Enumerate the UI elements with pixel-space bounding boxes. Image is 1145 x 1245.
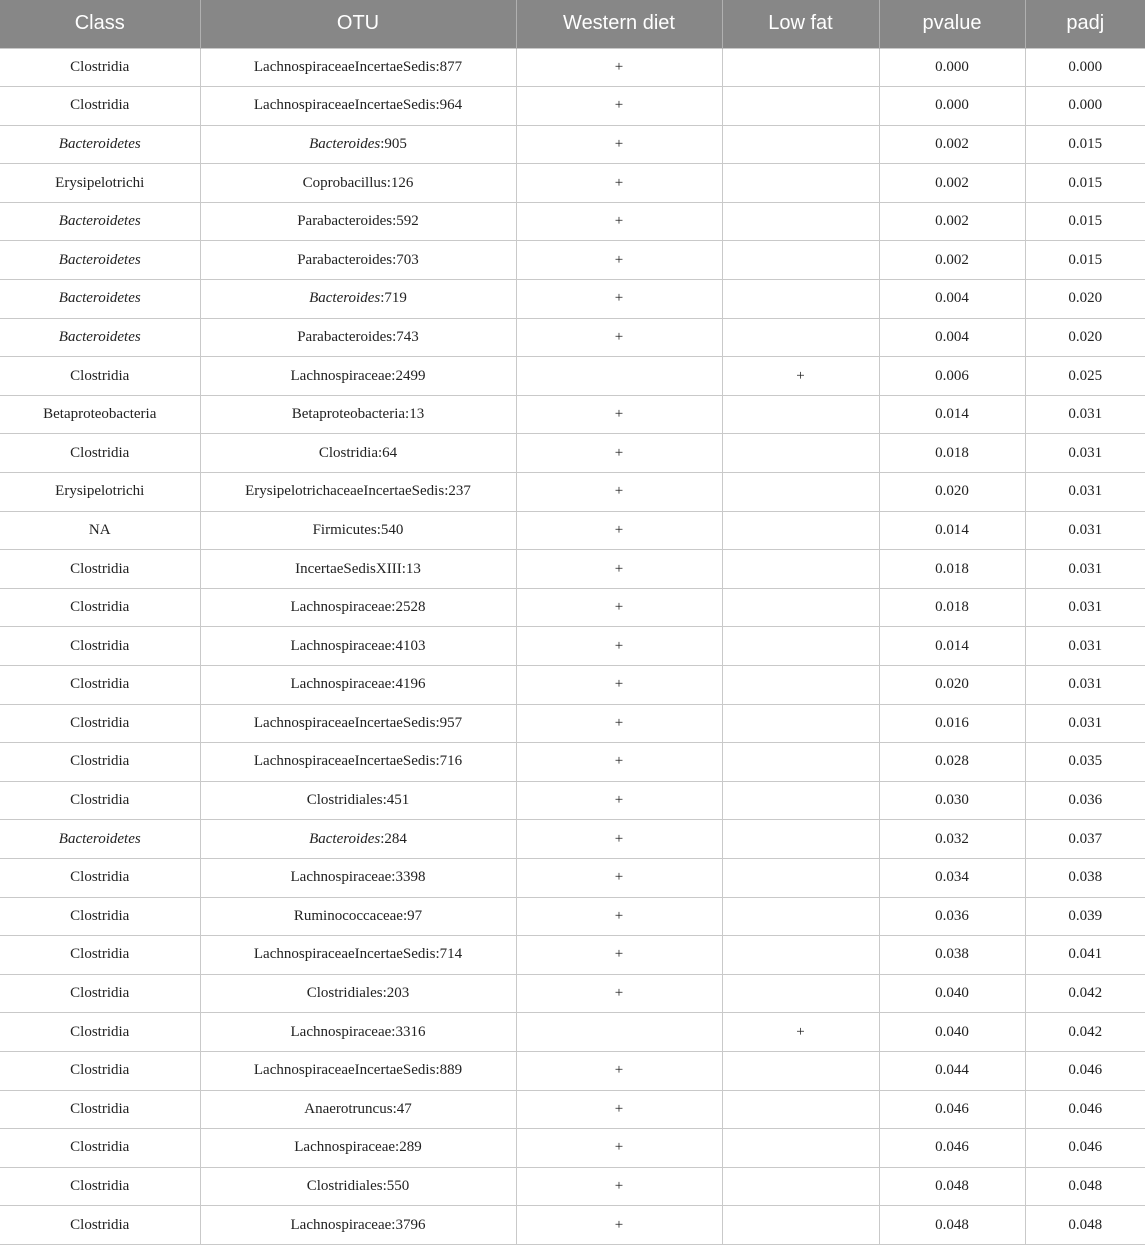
cell-class: Clostridia [0, 974, 200, 1013]
cell-class: NA [0, 511, 200, 550]
cell-otu [200, 280, 516, 319]
cell-western-diet: + [516, 1129, 722, 1168]
cell-padj: 0.042 [1025, 974, 1145, 1013]
cell-otu [200, 48, 516, 87]
otu-number: :905 [380, 135, 407, 152]
cell-low-fat [722, 164, 879, 203]
otu-number: :964 [435, 97, 463, 114]
otu-name: Bacteroides [309, 290, 381, 307]
cell-otu [200, 781, 516, 820]
column-header-western-diet: Western diet [516, 0, 722, 48]
cell-low-fat [722, 1206, 879, 1245]
column-header-low-fat: Low fat [722, 0, 879, 48]
otu-number: :3398 [391, 869, 426, 886]
table-row [0, 820, 1145, 859]
cell-otu [200, 164, 516, 203]
cell-low-fat [722, 858, 879, 897]
cell-pvalue: 0.000 [879, 87, 1025, 126]
otu-name: Parabacteroides [297, 328, 393, 345]
cell-padj: 0.031 [1025, 627, 1145, 666]
cell-otu [200, 936, 516, 975]
otu-name: Clostridiales [306, 985, 383, 1002]
cell-western-diet: + [516, 1167, 722, 1206]
otu-name: Lachnospiraceae [290, 676, 392, 693]
otu-number: :540 [376, 521, 404, 538]
cell-pvalue: 0.032 [879, 820, 1025, 859]
table-row [0, 395, 1145, 434]
cell-padj: 0.000 [1025, 87, 1145, 126]
cell-low-fat [722, 550, 879, 589]
cell-class: Clostridia [0, 1051, 200, 1090]
cell-western-diet: + [516, 473, 722, 512]
otu-name: Lachnospiraceae [290, 1023, 392, 1040]
otu-number: :13 [405, 406, 425, 423]
column-header-class: Class [74, 12, 125, 35]
cell-low-fat [722, 125, 879, 164]
cell-class: Clostridia [0, 1090, 200, 1129]
cell-western-diet: + [516, 666, 722, 705]
cell-otu [200, 434, 516, 473]
cell-otu [200, 1129, 516, 1168]
cell-western-diet: + [516, 820, 722, 859]
otu-number: :719 [380, 290, 407, 307]
cell-class: Clostridia [0, 897, 200, 936]
cell-otu [200, 87, 516, 126]
cell-padj: 0.036 [1025, 781, 1145, 820]
cell-western-diet: + [516, 241, 722, 280]
cell-padj: 0.015 [1025, 202, 1145, 241]
cell-padj: 0.015 [1025, 164, 1145, 203]
table-row [0, 936, 1145, 975]
cell-otu [200, 704, 516, 743]
otu-number: :451 [382, 792, 410, 809]
otu-number: :703 [392, 251, 419, 268]
cell-padj: 0.015 [1025, 241, 1145, 280]
otu-number: :714 [435, 946, 463, 963]
otu-name: Parabacteroides [297, 213, 393, 230]
cell-padj: 0.035 [1025, 743, 1145, 782]
cell-class: Clostridia [0, 1013, 200, 1052]
header-row [0, 0, 1145, 48]
cell-pvalue: 0.038 [879, 936, 1025, 975]
cell-low-fat [722, 897, 879, 936]
cell-low-fat: + [722, 357, 879, 396]
cell-pvalue: 0.002 [879, 202, 1025, 241]
cell-western-diet: + [516, 164, 722, 203]
column-header-padj: padj [1025, 0, 1145, 48]
cell-western-diet: + [516, 48, 722, 87]
otu-name: Firmicutes [312, 521, 377, 538]
otu-name: Betaproteobacteria [291, 406, 406, 423]
cell-pvalue: 0.030 [879, 781, 1025, 820]
table-row [0, 588, 1145, 627]
cell-padj: 0.031 [1025, 434, 1145, 473]
cell-low-fat [722, 318, 879, 357]
cell-western-diet [516, 1013, 722, 1052]
cell-otu [200, 511, 516, 550]
otu-name: LachnospiraceaeIncertaeSedis [253, 58, 436, 75]
otu-name: Ruminococcaceae [293, 907, 403, 924]
table-row [0, 241, 1145, 280]
otu-name: Lachnospiraceae [290, 1216, 392, 1233]
table-row [0, 87, 1145, 126]
table-row [0, 704, 1145, 743]
cell-otu [200, 858, 516, 897]
cell-padj: 0.025 [1025, 357, 1145, 396]
otu-number: :13 [401, 560, 421, 577]
cell-pvalue: 0.000 [879, 48, 1025, 87]
otu-name: Anaerotruncus [304, 1100, 393, 1117]
cell-class: Clostridia [0, 550, 200, 589]
cell-class: Clostridia [0, 666, 200, 705]
otu-name: LachnospiraceaeIncertaeSedis [253, 753, 436, 770]
cell-class: Bacteroidetes [0, 125, 200, 164]
cell-pvalue: 0.014 [879, 627, 1025, 666]
otu-name: LachnospiraceaeIncertaeSedis [253, 97, 436, 114]
cell-pvalue: 0.002 [879, 164, 1025, 203]
table-row [0, 1013, 1145, 1052]
otu-name: IncertaeSedisXIII [295, 560, 402, 577]
cell-padj: 0.031 [1025, 473, 1145, 512]
cell-class: Bacteroidetes [0, 202, 200, 241]
otu-number: :97 [402, 907, 423, 924]
cell-pvalue: 0.002 [879, 241, 1025, 280]
cell-western-diet: + [516, 202, 722, 241]
otu-number: :957 [435, 714, 463, 731]
cell-class: Clostridia [0, 743, 200, 782]
cell-padj: 0.041 [1025, 936, 1145, 975]
cell-padj: 0.031 [1025, 550, 1145, 589]
cell-pvalue: 0.036 [879, 897, 1025, 936]
table-row [0, 974, 1145, 1013]
cell-otu [200, 1013, 516, 1052]
cell-otu [200, 588, 516, 627]
cell-pvalue: 0.014 [879, 395, 1025, 434]
cell-class: Bacteroidetes [0, 820, 200, 859]
otu-name: Lachnospiraceae [294, 1139, 396, 1156]
cell-pvalue: 0.020 [879, 473, 1025, 512]
cell-padj: 0.046 [1025, 1129, 1145, 1168]
cell-low-fat [722, 936, 879, 975]
cell-otu [200, 1167, 516, 1206]
cell-western-diet: + [516, 1051, 722, 1090]
cell-western-diet: + [516, 125, 722, 164]
table-row [0, 858, 1145, 897]
cell-class: Bacteroidetes [0, 318, 200, 357]
cell-class: Clostridia [0, 936, 200, 975]
cell-low-fat [722, 87, 879, 126]
cell-otu [200, 395, 516, 434]
otu-number: :2499 [391, 367, 426, 384]
cell-class: Betaproteobacteria [0, 395, 200, 434]
otu-name: Bacteroides [309, 135, 381, 152]
otu-number: :592 [392, 213, 419, 230]
table-row [0, 473, 1145, 512]
cell-low-fat [722, 1129, 879, 1168]
table-row [0, 125, 1145, 164]
cell-otu [200, 318, 516, 357]
cell-low-fat [722, 743, 879, 782]
cell-otu [200, 1051, 516, 1090]
cell-padj: 0.042 [1025, 1013, 1145, 1052]
otu-name: Lachnospiraceae [290, 599, 392, 616]
cell-otu [200, 666, 516, 705]
otu-name: Clostridiales [306, 792, 383, 809]
cell-otu [200, 241, 516, 280]
otu-number: :289 [395, 1139, 422, 1156]
cell-pvalue: 0.014 [879, 511, 1025, 550]
cell-pvalue: 0.016 [879, 704, 1025, 743]
cell-otu [200, 1206, 516, 1245]
table-row [0, 781, 1145, 820]
cell-pvalue: 0.018 [879, 550, 1025, 589]
cell-class: Clostridia [0, 87, 200, 126]
table-body [0, 48, 1145, 1244]
table-row [0, 1206, 1145, 1245]
cell-padj: 0.031 [1025, 666, 1145, 705]
cell-padj: 0.020 [1025, 318, 1145, 357]
otu-name: Bacteroides [309, 830, 381, 847]
cell-low-fat [722, 241, 879, 280]
cell-pvalue: 0.046 [879, 1129, 1025, 1168]
cell-otu [200, 820, 516, 859]
column-header-pvalue: pvalue [879, 0, 1025, 48]
cell-otu [200, 974, 516, 1013]
cell-low-fat [722, 820, 879, 859]
table-row [0, 1051, 1145, 1090]
cell-pvalue: 0.048 [879, 1206, 1025, 1245]
cell-western-diet [516, 357, 722, 396]
cell-low-fat [722, 395, 879, 434]
cell-padj: 0.031 [1025, 511, 1145, 550]
cell-western-diet: + [516, 936, 722, 975]
cell-western-diet: + [516, 897, 722, 936]
table-row [0, 627, 1145, 666]
cell-class: Clostridia [0, 48, 200, 87]
cell-class: Clostridia [0, 1129, 200, 1168]
cell-pvalue: 0.046 [879, 1090, 1025, 1129]
table-row [0, 202, 1145, 241]
cell-pvalue: 0.040 [879, 1013, 1025, 1052]
otu-name: LachnospiraceaeIncertaeSedis [253, 714, 436, 731]
otu-number: :3796 [391, 1216, 426, 1233]
otu-name: ErysipelotrichaceaeIncertaeSedis [245, 483, 445, 500]
cell-padj: 0.038 [1025, 858, 1145, 897]
table-row [0, 164, 1145, 203]
cell-class: Clostridia [0, 1167, 200, 1206]
cell-class: Bacteroidetes [0, 241, 200, 280]
cell-padj: 0.000 [1025, 48, 1145, 87]
cell-padj: 0.031 [1025, 588, 1145, 627]
cell-pvalue: 0.002 [879, 125, 1025, 164]
cell-otu [200, 897, 516, 936]
cell-class: Clostridia [0, 858, 200, 897]
otu-number: :47 [392, 1100, 412, 1117]
cell-pvalue: 0.018 [879, 588, 1025, 627]
cell-otu [200, 627, 516, 666]
cell-otu [200, 125, 516, 164]
otu-number: :3316 [391, 1023, 426, 1040]
table-row [0, 1090, 1145, 1129]
otu-number: :284 [380, 830, 407, 847]
otu-number: :716 [435, 753, 463, 770]
cell-low-fat: + [722, 1013, 879, 1052]
table-row [0, 1167, 1145, 1206]
cell-low-fat [722, 627, 879, 666]
cell-otu [200, 743, 516, 782]
cell-low-fat [722, 974, 879, 1013]
cell-class: Clostridia [0, 627, 200, 666]
cell-padj: 0.046 [1025, 1090, 1145, 1129]
table-row [0, 511, 1145, 550]
cell-class: Clostridia [0, 588, 200, 627]
cell-padj: 0.048 [1025, 1167, 1145, 1206]
cell-pvalue: 0.004 [879, 318, 1025, 357]
cell-low-fat [722, 280, 879, 319]
otu-name: Lachnospiraceae [290, 637, 392, 654]
cell-class: Erysipelotrichi [0, 164, 200, 203]
cell-western-diet: + [516, 743, 722, 782]
cell-western-diet: + [516, 1090, 722, 1129]
cell-low-fat [722, 704, 879, 743]
cell-western-diet: + [516, 781, 722, 820]
cell-low-fat [722, 434, 879, 473]
table-row [0, 318, 1145, 357]
cell-low-fat [722, 666, 879, 705]
cell-western-diet: + [516, 434, 722, 473]
cell-padj: 0.048 [1025, 1206, 1145, 1245]
cell-class: Clostridia [0, 357, 200, 396]
cell-class: Bacteroidetes [0, 280, 200, 319]
cell-padj: 0.046 [1025, 1051, 1145, 1090]
otu-name: LachnospiraceaeIncertaeSedis [253, 946, 436, 963]
otu-number: :4103 [391, 637, 426, 654]
cell-otu [200, 357, 516, 396]
otu-name: Lachnospiraceae [290, 869, 392, 886]
cell-padj: 0.020 [1025, 280, 1145, 319]
otu-number: :4196 [391, 676, 426, 693]
otu-number: :743 [392, 328, 419, 345]
cell-padj: 0.031 [1025, 395, 1145, 434]
otu-name: Parabacteroides [297, 251, 393, 268]
otu-number: :237 [444, 483, 471, 500]
table-row [0, 434, 1145, 473]
cell-pvalue: 0.028 [879, 743, 1025, 782]
cell-low-fat [722, 781, 879, 820]
cell-western-diet: + [516, 588, 722, 627]
table-row [0, 1129, 1145, 1168]
cell-otu [200, 1090, 516, 1129]
table-row [0, 280, 1145, 319]
otu-number: :889 [435, 1062, 463, 1079]
otu-name: Clostridia [318, 444, 378, 461]
cell-class: Erysipelotrichi [0, 473, 200, 512]
cell-low-fat [722, 202, 879, 241]
cell-padj: 0.037 [1025, 820, 1145, 859]
otu-number: :203 [382, 985, 410, 1002]
cell-western-diet: + [516, 627, 722, 666]
table-row [0, 357, 1145, 396]
cell-class: Clostridia [0, 704, 200, 743]
cell-western-diet: + [516, 280, 722, 319]
cell-western-diet: + [516, 318, 722, 357]
table-row [0, 48, 1145, 87]
cell-pvalue: 0.040 [879, 974, 1025, 1013]
cell-pvalue: 0.048 [879, 1167, 1025, 1206]
table-row [0, 550, 1145, 589]
cell-western-diet: + [516, 87, 722, 126]
cell-low-fat [722, 511, 879, 550]
cell-padj: 0.015 [1025, 125, 1145, 164]
table-row [0, 897, 1145, 936]
otu-name: Clostridiales [306, 1178, 383, 1195]
cell-class: Clostridia [0, 434, 200, 473]
cell-otu [200, 202, 516, 241]
otu-number: :550 [382, 1178, 410, 1195]
cell-class: Clostridia [0, 1206, 200, 1245]
cell-low-fat [722, 1090, 879, 1129]
otu-number: :64 [378, 444, 398, 461]
cell-pvalue: 0.020 [879, 666, 1025, 705]
cell-western-diet: + [516, 550, 722, 589]
cell-western-diet: + [516, 704, 722, 743]
cell-western-diet: + [516, 1206, 722, 1245]
otu-number: :2528 [391, 599, 426, 616]
cell-pvalue: 0.034 [879, 858, 1025, 897]
cell-padj: 0.031 [1025, 704, 1145, 743]
cell-class: Clostridia [0, 781, 200, 820]
cell-pvalue: 0.018 [879, 434, 1025, 473]
table-row [0, 666, 1145, 705]
cell-otu [200, 473, 516, 512]
cell-low-fat [722, 1051, 879, 1090]
cell-western-diet: + [516, 858, 722, 897]
cell-low-fat [722, 1167, 879, 1206]
cell-western-diet: + [516, 974, 722, 1013]
cell-low-fat [722, 473, 879, 512]
table-row [0, 743, 1145, 782]
otu-number: :126 [386, 174, 414, 191]
otu-name: LachnospiraceaeIncertaeSedis [253, 1062, 436, 1079]
cell-pvalue: 0.004 [879, 280, 1025, 319]
table-header [0, 0, 1145, 48]
column-header-otu: OTU [200, 0, 516, 48]
cell-low-fat [722, 588, 879, 627]
cell-western-diet: + [516, 395, 722, 434]
otu-name: Lachnospiraceae [290, 367, 392, 384]
cell-otu [200, 550, 516, 589]
cell-pvalue: 0.006 [879, 357, 1025, 396]
otu-number: :877 [435, 58, 463, 75]
cell-padj: 0.039 [1025, 897, 1145, 936]
otu-name: Coprobacillus [302, 174, 387, 191]
cell-pvalue: 0.044 [879, 1051, 1025, 1090]
cell-low-fat [722, 48, 879, 87]
cell-western-diet: + [516, 511, 722, 550]
